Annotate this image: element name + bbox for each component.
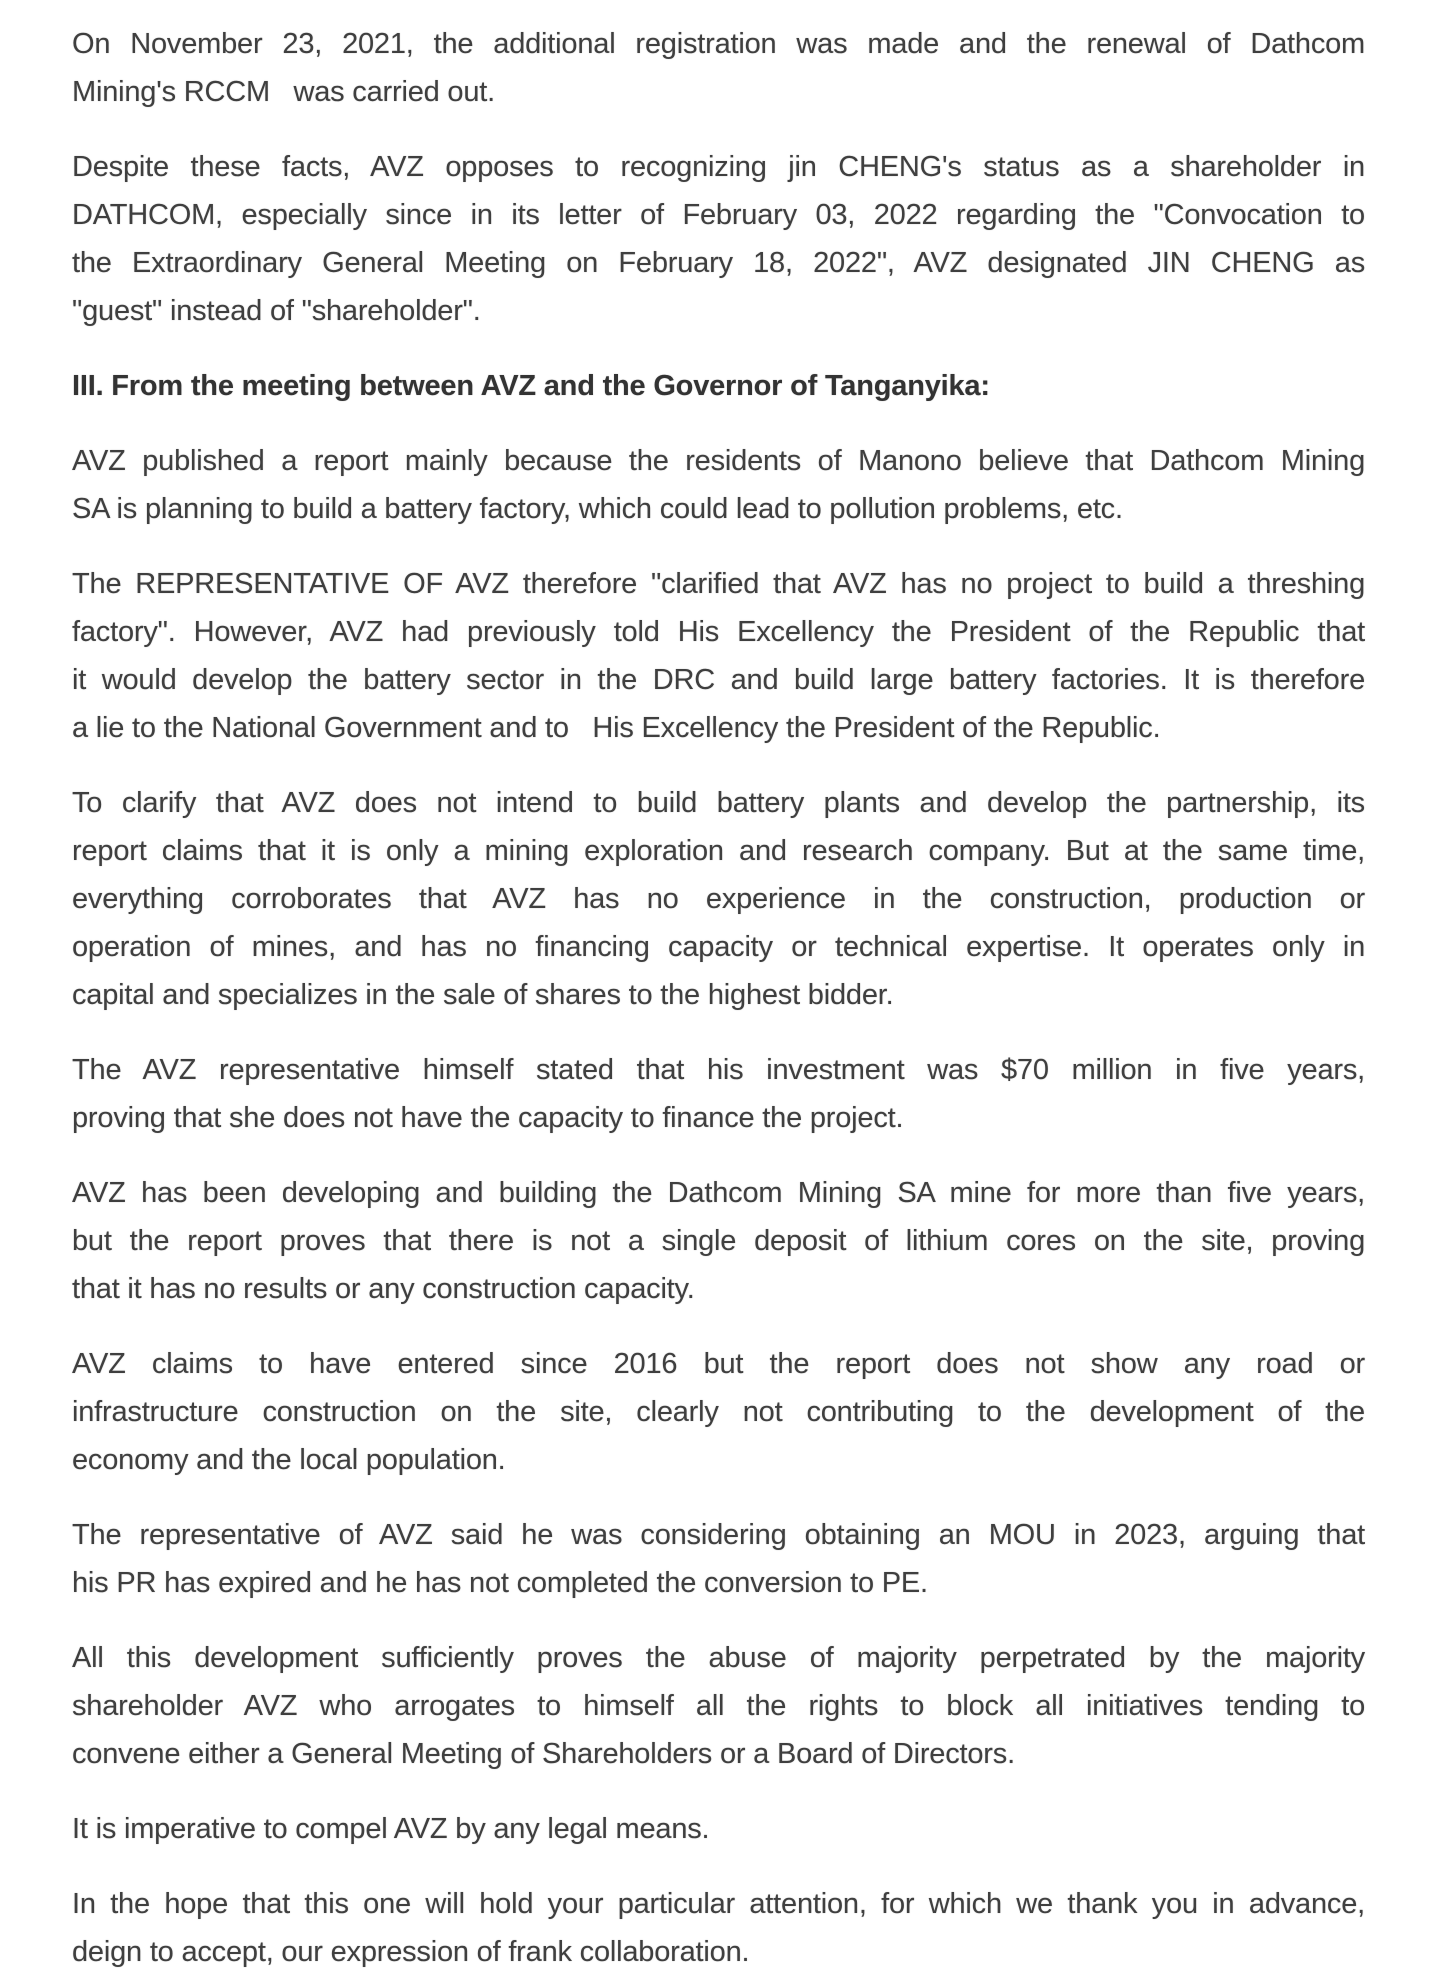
text-line: that it has no results or any construction capacity. (72, 1273, 695, 1305)
text-line: SA is planning to build a battery factory, which could lead to pollution problems, etc. (72, 493, 1123, 525)
paragraph (72, 143, 1365, 335)
text-line: a lie to the National Government and to His Excellency the President of the Republic. (72, 712, 1161, 744)
text-line: proving that she does not have the capacity to finance the project. (72, 1102, 904, 1134)
paragraph (72, 1511, 1365, 1607)
text-line: capital and specializes in the sale of shares to the highest bidder. (72, 979, 894, 1011)
text-line: The REPRESENTATIVE OF AVZ therefore "clarified that AVZ has no project to build a threshing (72, 568, 1365, 600)
text-line: Despite these facts, AVZ opposes to recognizing jin CHENG's status as a shareholder in (72, 151, 1365, 183)
paragraph (72, 779, 1365, 1019)
paragraph (72, 1340, 1365, 1484)
text-line: economy and the local population. (72, 1444, 506, 1476)
text-line: report claims that it is only a mining exploration and research company. But at the same time, (72, 835, 1365, 867)
paragraph (72, 560, 1365, 752)
paragraph (72, 1169, 1365, 1313)
text-line: his PR has expired and he has not completed the conversion to PE. (72, 1567, 928, 1599)
text-line: Mining's RCCM was carried out. (72, 76, 495, 108)
text-line: but the report proves that there is not a single deposit of lithium cores on the site, proving (72, 1225, 1365, 1257)
text-line: the Extraordinary General Meeting on February 18, 2022", AVZ designated JIN CHENG as (72, 247, 1365, 279)
text-line: In the hope that this one will hold your particular attention, for which we thank you in advance, (72, 1888, 1365, 1920)
text-line: The AVZ representative himself stated that his investment was $70 million in five years, (72, 1054, 1365, 1086)
paragraph (72, 1634, 1365, 1778)
text-line: On November 23, 2021, the additional registration was made and the renewal of Dathcom (72, 28, 1365, 60)
paragraph (72, 437, 1365, 533)
text-line: It is imperative to compel AVZ by any legal means. (72, 1813, 710, 1845)
text-line: factory". However, AVZ had previously told His Excellency the President of the Republic that (72, 616, 1365, 648)
text-line: AVZ has been developing and building the Dathcom Mining SA mine for more than five years, (72, 1177, 1365, 1209)
paragraph (72, 1805, 1365, 1853)
text-line: AVZ published a report mainly because the residents of Manono believe that Dathcom Mining (72, 445, 1365, 477)
text-line: III. From the meeting between AVZ and the Governor of Tanganyika: (72, 370, 990, 402)
text-line: To clarify that AVZ does not intend to build battery plants and develop the partnership, its (72, 787, 1365, 819)
text-line: The representative of AVZ said he was considering obtaining an MOU in 2023, arguing that (72, 1519, 1365, 1551)
text-line: convene either a General Meeting of Shareholders or a Board of Directors. (72, 1738, 1015, 1770)
text-line: infrastructure construction on the site, clearly not contributing to the development of the (72, 1396, 1365, 1428)
text-line: "guest" instead of "shareholder". (72, 295, 481, 327)
text-line: AVZ claims to have entered since 2016 but the report does not show any road or (72, 1348, 1365, 1380)
section-heading (72, 362, 1365, 410)
text-line: DATHCOM, especially since in its letter of February 03, 2022 regarding the "Convocation to (72, 199, 1365, 231)
paragraph (72, 1880, 1365, 1976)
text-line: operation of mines, and has no financing capacity or technical expertise. It operates only in (72, 931, 1365, 963)
paragraph (72, 1046, 1365, 1142)
document-body (72, 20, 1365, 1976)
text-line: All this development sufficiently proves the abuse of majority perpetrated by the majority (72, 1642, 1365, 1674)
text-line: shareholder AVZ who arrogates to himself all the rights to block all initiatives tending to (72, 1690, 1365, 1722)
text-line: everything corroborates that AVZ has no experience in the construction, production or (72, 883, 1365, 915)
paragraph (72, 20, 1365, 116)
text-line: deign to accept, our expression of frank collaboration. (72, 1936, 750, 1968)
text-line: it would develop the battery sector in the DRC and build large battery factories. It is therefore (72, 664, 1365, 696)
